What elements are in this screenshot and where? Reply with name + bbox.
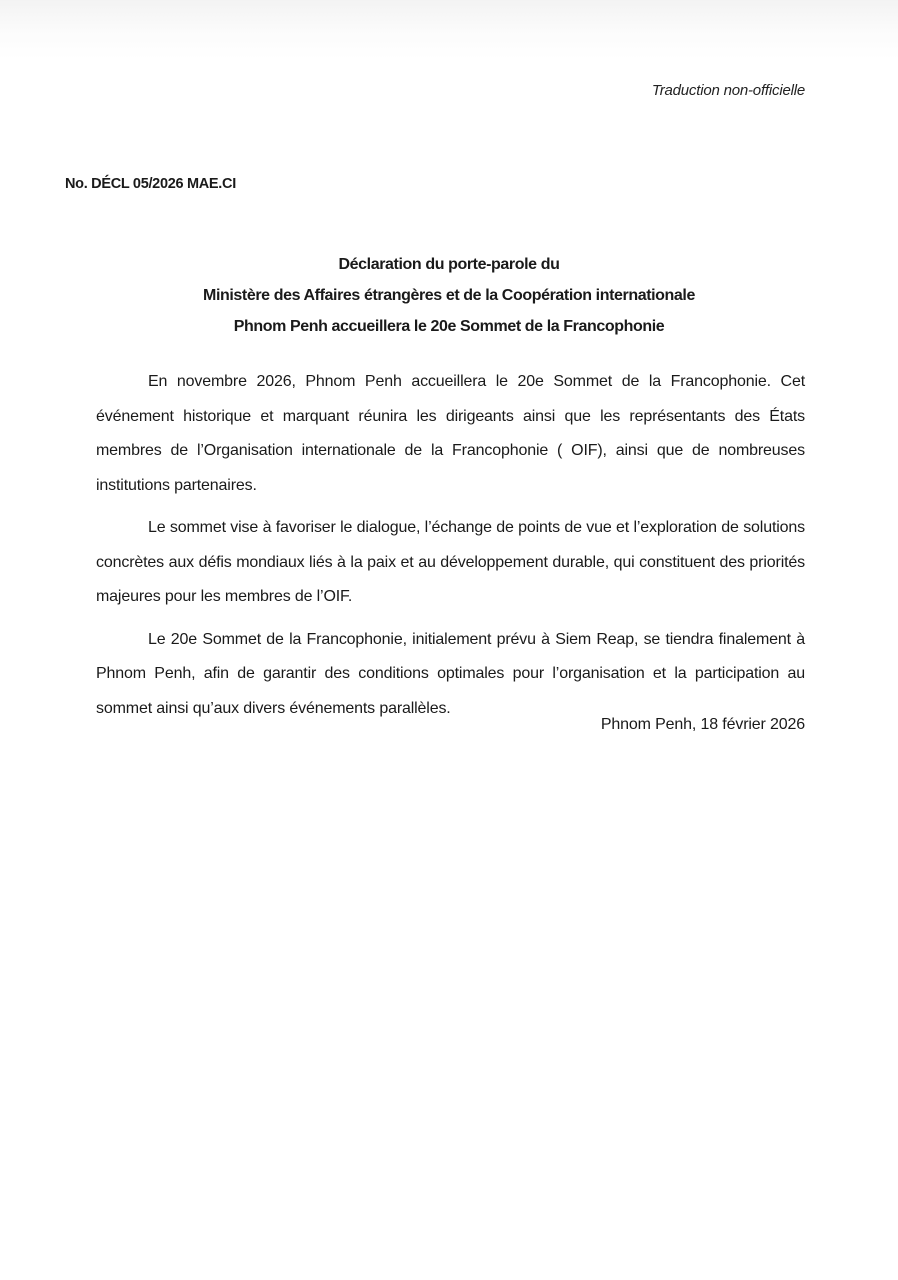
document-title (0, 249, 898, 342)
translation-note: Traduction non-officielle (651, 82, 805, 99)
reference-number: No. DÉCL 05/2026 MAE.CI (65, 176, 236, 192)
title-line-ministry: Ministère des Affaires étrangères et de la Coopération internationale (203, 287, 695, 304)
body-paragraph: Le 20e Sommet de la Francophonie, initialement prévu à Siem Reap, se tiendra finalement à Phnom Penh, afin de garantir des conditions optimales pour l’organisation et la participation au sommet ainsi qu’aux divers événements parallèles. (96, 630, 805, 717)
body-paragraph: En novembre 2026, Phnom Penh accueillera le 20e Sommet de la Francophonie. Cet événement historique et marquant réunira les dirigeants ainsi que les représentants des États membres de l’Organisation internationale de la Francophonie ( OIF), ainsi que de nombreuses institutions partenaires. (96, 373, 805, 494)
title-line-headline: Phnom Penh accueillera le 20e Sommet de la Francophonie (233, 318, 665, 335)
title-line-spokesperson: Déclaration du porte-parole du (338, 256, 560, 273)
body-paragraph: Le sommet vise à favoriser le dialogue, l’échange de points de vue et l’exploration de solutions concrètes aux défis mondiaux liés à la paix et au développement durable, qui constituent des priorités majeures pour les membres de l’OIF. (96, 519, 805, 605)
place-and-date: Phnom Penh, 18 février 2026 (600, 716, 805, 733)
document-body (96, 365, 805, 734)
